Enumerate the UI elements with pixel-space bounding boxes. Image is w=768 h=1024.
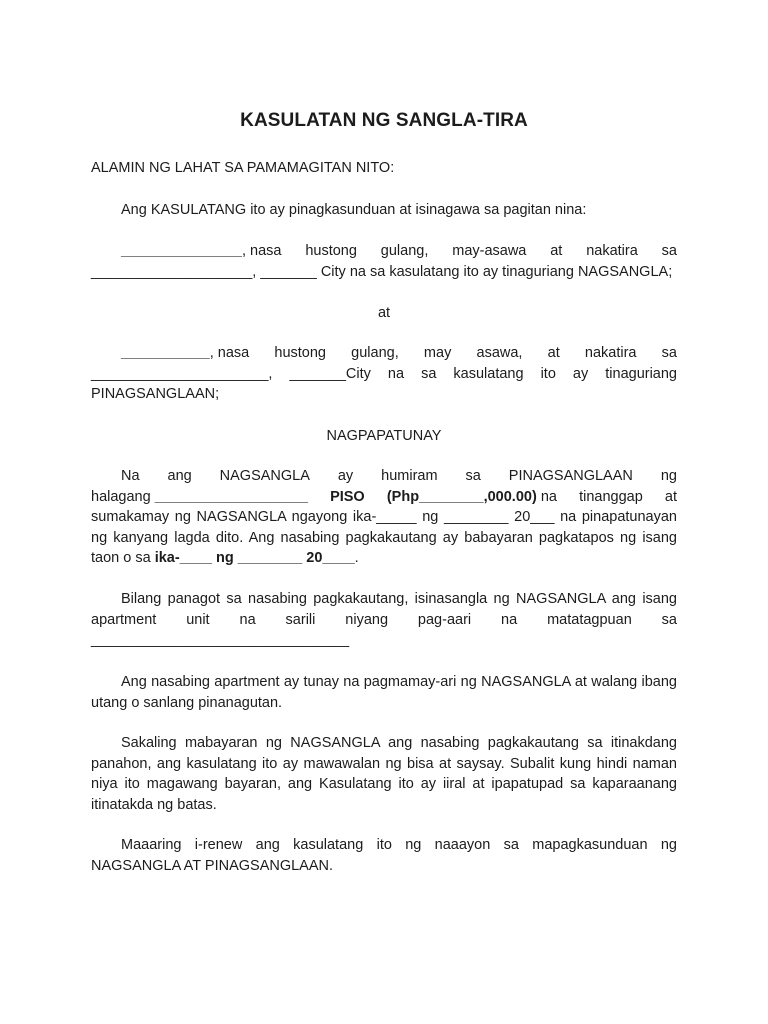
due-date: ika-____ ng ________ 20____: [154, 550, 355, 566]
loan-rest: sumakamay ng NAGSANGLA ngayong ika-_____ ng ________ 20___ na pinapatunayan ng kanyang lagda dito. Ang nasabing pagkakautang ay babayaran pagkatapos ng isang taon o sa ika-____ ng ________ 20____.: [91, 509, 677, 566]
php-amount: (Php________,000.00): [386, 488, 537, 505]
party2-line1: ___________, nasa hustong gulang, may asawa, at nakatira sa: [121, 345, 677, 361]
renewal-paragraph: Maaaring i-renew ang kasulatang ito ng naaayon sa mapagkasunduan ng NAGSANGLA AT PINAGSANGLAAN.: [91, 837, 677, 874]
parties-intro: Ang KASULATANG ito ay pinagkasunduan at isinagawa sa pagitan nina:: [121, 202, 587, 218]
collateral-paragraph: Bilang panagot sa nasabing pagkakautang, isinasangla ng NAGSANGLA ang isang apartment unit na sarili niyang pag-aari na matatagpuan sa: [91, 591, 677, 628]
conjunction-at: at: [377, 305, 391, 321]
amount-blank: ___________________: [154, 488, 308, 505]
payment-paragraph: Sakaling mabayaran ng NAGSANGLA ang nasabing pagkakautang sa itinakdang panahon, ang kasulatang ito ay mawawalan ng bisa at saysay. Subalit kung hindi naman niya ito magawang bayaran, ang Kasulatang ito ay iiral at ipapatupad sa kaparaanang itinatakda ng batas.: [91, 735, 677, 813]
party2-name-blank: ___________: [121, 345, 210, 361]
section-heading: NAGPAPATUNAY: [326, 428, 442, 444]
party1-line1: _______________, nasa hustong gulang, may-asawa at nakatira sa: [121, 243, 677, 259]
party2-paragraph: [91, 343, 677, 405]
loan-line1: Na ang NAGSANGLA ay humiram sa PINAGSANGLAAN ng: [121, 468, 677, 484]
intro-line: ALAMIN NG LAHAT SA PAMAMAGITAN NITO:: [91, 160, 395, 176]
party2-line3: PINAGSANGLAAN;: [91, 386, 220, 402]
party2-line2: ______________________, _______City na sa kasulatang ito ay tinaguriang: [91, 365, 677, 382]
document-title: KASULATAN NG SANGLA-TIRA: [240, 110, 528, 131]
party1-line2: ____________________, _______ City na sa kasulatang ito ay tinaguriang NAGSANGLA;: [91, 263, 673, 280]
loan-line2: halagang ___________________ PISO (Php________,000.00) na tinanggap at: [91, 487, 677, 508]
piso-label: PISO: [330, 488, 365, 505]
ownership-paragraph: Ang nasabing apartment ay tunay na pagmamay-ari ng NAGSANGLA at walang ibang utang o sanlang pinanagutan.: [91, 674, 677, 711]
party1-name-blank: _______________: [121, 243, 242, 259]
loan-paragraph: [91, 466, 677, 569]
party1-paragraph: [91, 241, 677, 282]
collateral-location-blank: ________________________________: [91, 632, 350, 648]
